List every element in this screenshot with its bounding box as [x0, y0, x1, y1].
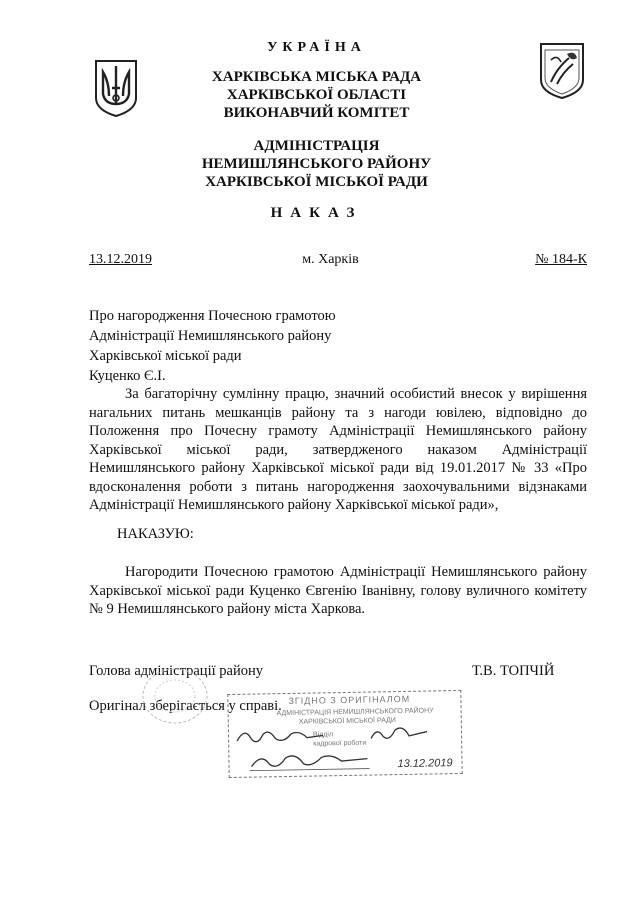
stamp-line: АДМІНІСТРАЦІЯ НЕМИШЛЯНСЬКОГО РАЙОНУ — [276, 707, 434, 718]
council-heading — [0, 68, 633, 122]
round-seal-icon — [140, 666, 210, 726]
subject-line: Харківської міської ради — [89, 348, 242, 364]
order-place: м. Харків — [302, 252, 359, 267]
subject-line: Про нагородження Почесною грамотою — [89, 308, 336, 324]
subject-line: Адміністрації Немишлянського району — [89, 328, 332, 344]
council-line: ХАРКІВСЬКОЇ ОБЛАСТІ — [226, 87, 407, 103]
original-note: Оригінал зберігається у справі. — [89, 698, 282, 714]
preamble-text: За багаторічну сумлінну працю, значний особистий внесок у вирішення нагальних питань мешканців району та з нагоди ювілею, відповідно до Положення про Почесну грамоту Адміністрації Немишлянського району Харківської міської ради, затвердженого наказом Адміністрації Немишлянського району Харківської міської ради від 19.01.2017 № 33 «Про вдосконалення роботи з питань нагородження заохочувальними відзнаками Адміністрації Немишлянського району Харківської міської ради», — [89, 386, 587, 513]
signatory-name: Т.В. ТОПЧІЙ — [472, 663, 555, 679]
stamp-line: ХАРКІВСЬКОЇ МІСЬКОЇ РАДИ — [298, 717, 396, 726]
council-line: ХАРКІВСЬКА МІСЬКА РАДА — [211, 69, 422, 85]
country-heading: УКРАЇНА — [267, 40, 366, 55]
admin-line: АДМІНІСТРАЦІЯ — [253, 138, 380, 154]
admin-line: НЕМИШЛЯНСЬКОГО РАЙОНУ — [201, 156, 432, 172]
order-text: Нагородити Почесною грамотою Адміністрації Немишлянського району Харківської міської ради Куценко Євгенію Іванівну, голову вуличного комітету № 9 Немишлянського району міста Харкова. — [89, 564, 587, 617]
subject-line: Куценко Є.І. — [89, 368, 166, 384]
document-type: НАКАЗ — [270, 205, 363, 221]
admin-line: ХАРКІВСЬКОЇ МІСЬКОЇ РАДИ — [205, 174, 428, 190]
order-subject — [89, 306, 336, 386]
stamp-title: ЗГІДНО З ОРИГІНАЛОМ — [288, 693, 411, 706]
order-word: НАКАЗУЮ: — [117, 526, 194, 542]
signatory-position: Голова адміністрації району — [89, 663, 263, 679]
stamp-line: кадрової роботи — [313, 739, 367, 748]
order-date: 13.12.2019 — [89, 252, 152, 267]
council-line: ВИКОНАВЧИЙ КОМІТЕТ — [223, 105, 410, 121]
handwritten-signature-icon — [369, 722, 429, 745]
stamp-line: Відділ — [312, 731, 334, 739]
handwritten-signature-icon — [249, 747, 369, 773]
administration-heading — [0, 137, 633, 191]
stamp-date: 13.12.2019 — [397, 757, 453, 771]
order-paragraph — [89, 563, 587, 619]
preamble-paragraph — [89, 385, 587, 515]
order-number: № 184-К — [535, 252, 587, 267]
certification-stamp — [227, 690, 462, 778]
handwritten-signature-icon — [235, 723, 325, 749]
